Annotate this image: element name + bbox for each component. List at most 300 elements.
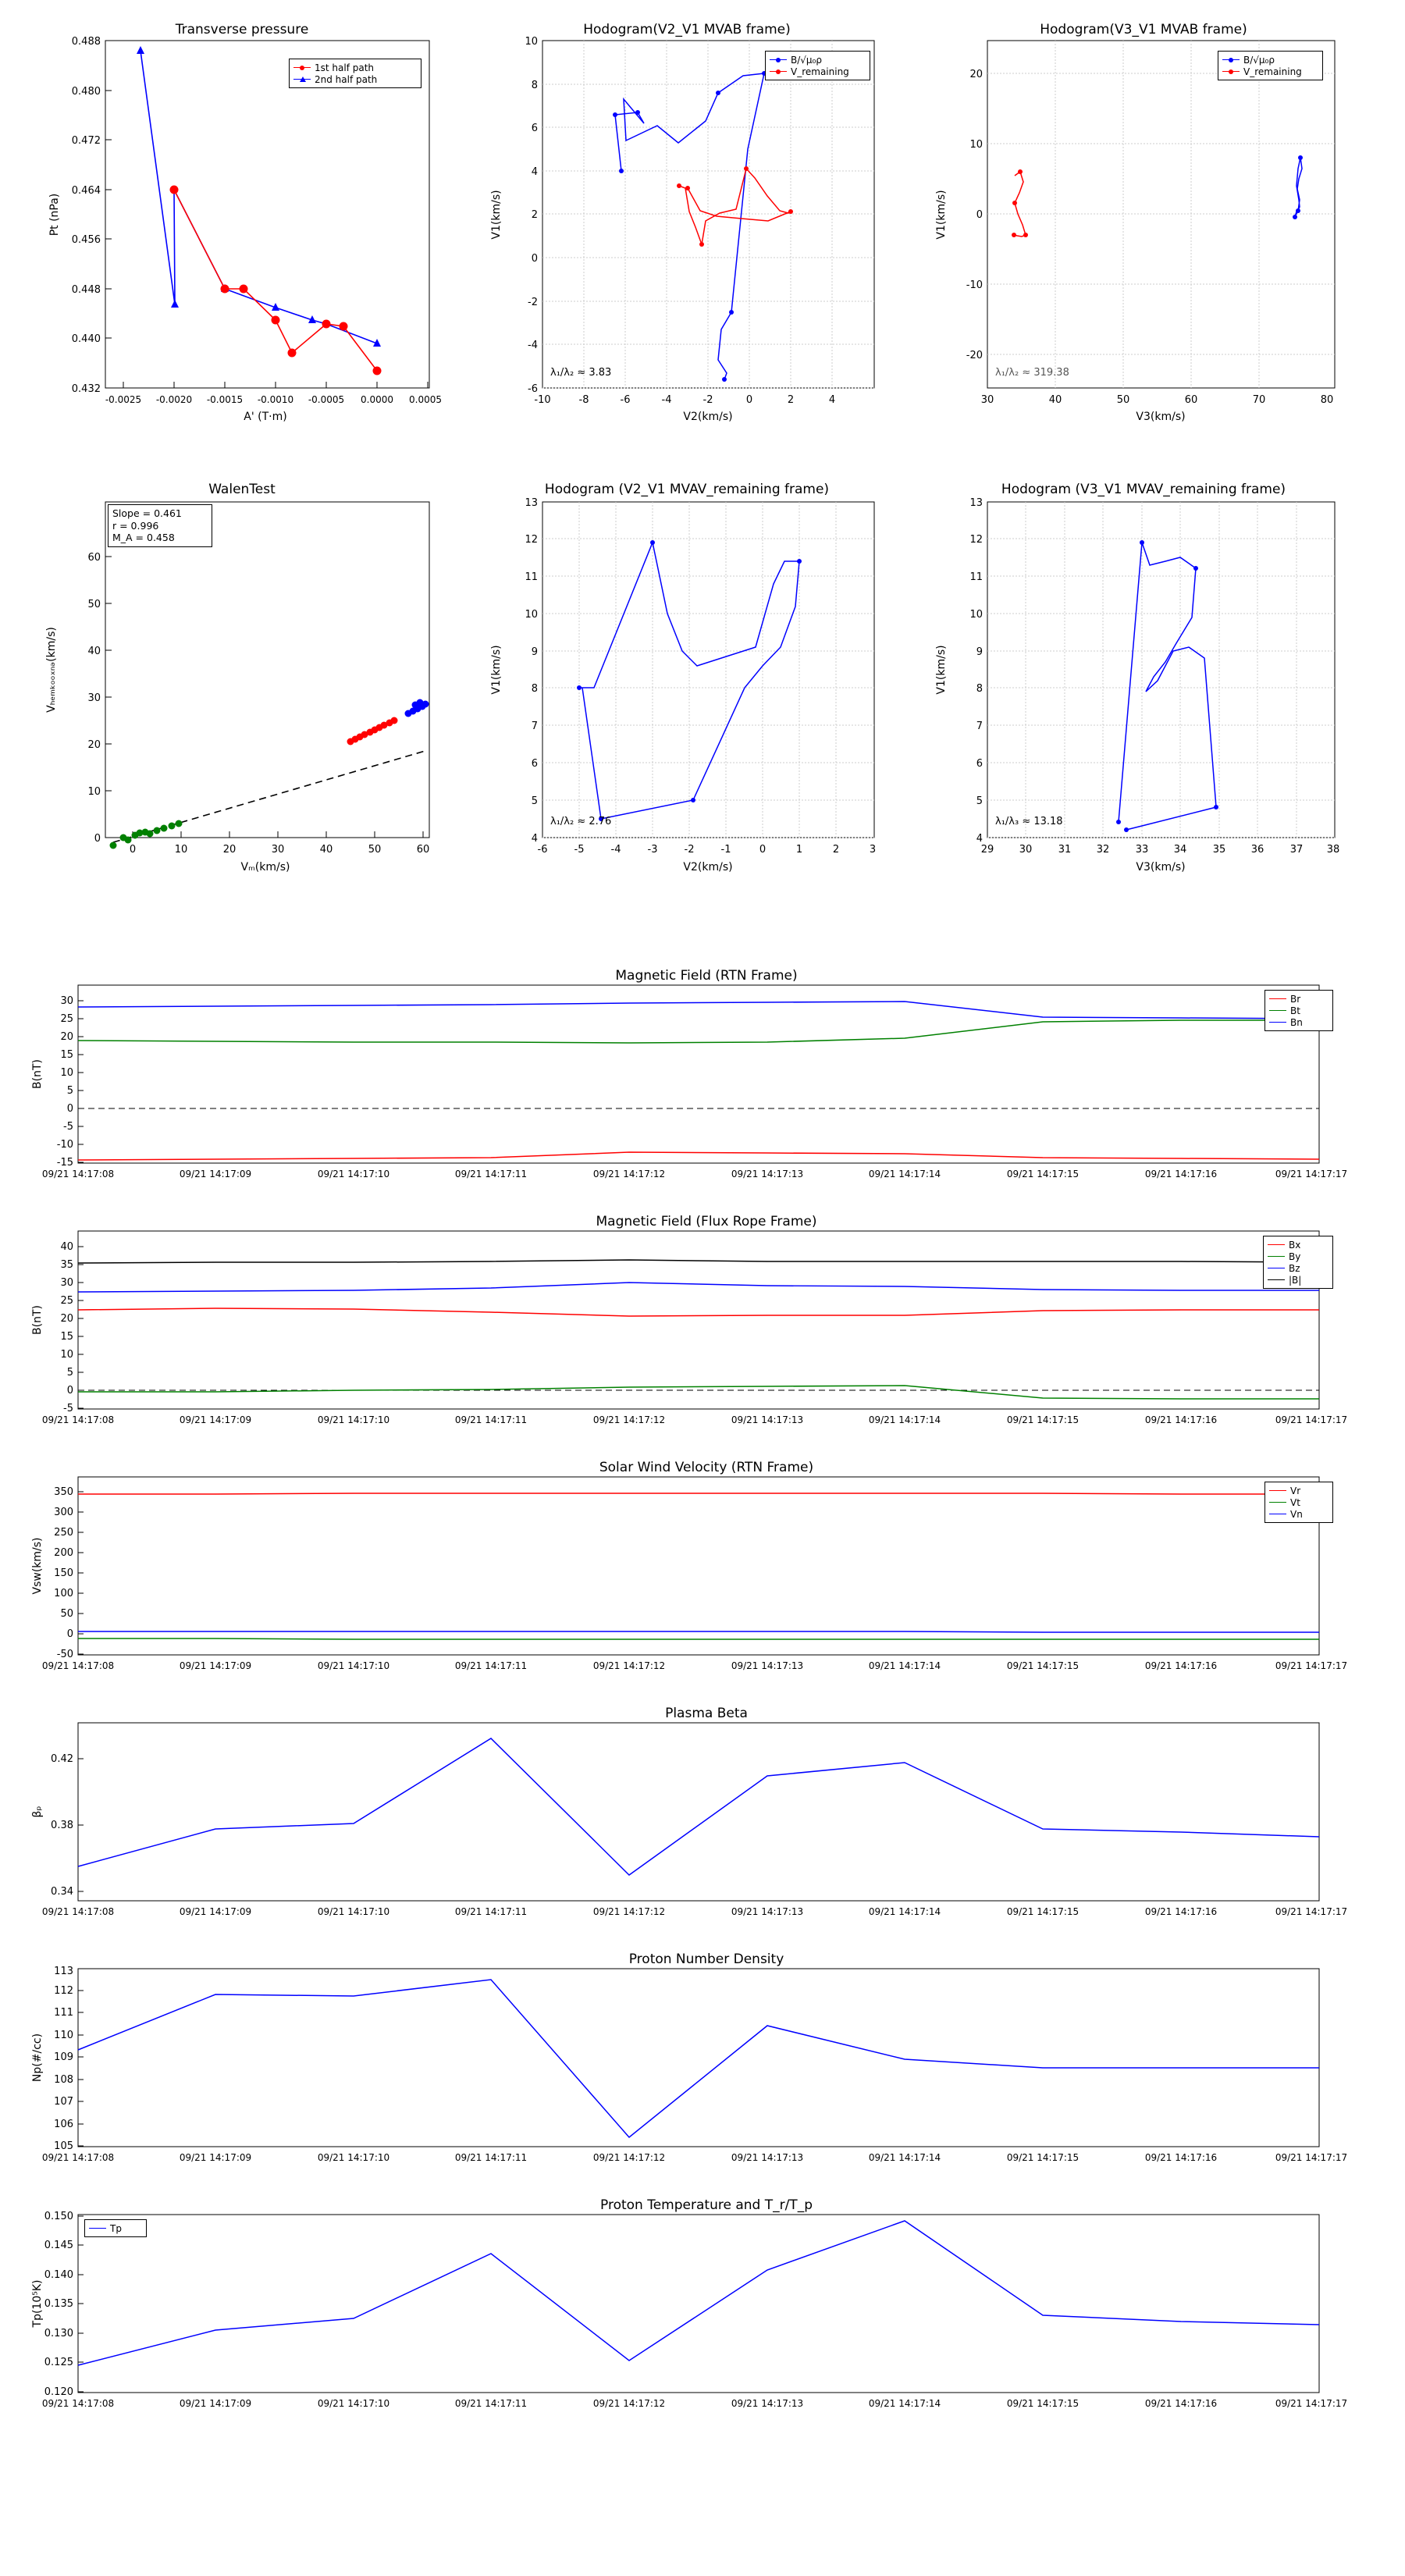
svg-text:9: 9 xyxy=(531,646,538,658)
svg-text:09/21 14:17:15: 09/21 14:17:15 xyxy=(1006,2398,1080,2409)
svg-text:0.150: 0.150 xyxy=(44,2211,73,2222)
svg-text:10: 10 xyxy=(525,609,538,621)
svg-text:0: 0 xyxy=(976,209,983,221)
svg-text:20: 20 xyxy=(60,1313,73,1325)
svg-text:38: 38 xyxy=(1326,844,1340,856)
legend-item xyxy=(1269,993,1329,1005)
panel-hodogram-v3v1-mvav xyxy=(921,480,1366,894)
svg-text:Pt (nPa): Pt (nPa) xyxy=(48,193,61,237)
svg-text:-8: -8 xyxy=(578,394,589,406)
svg-text:0.480: 0.480 xyxy=(71,86,101,98)
svg-text:-0.0015: -0.0015 xyxy=(206,394,244,405)
legend-item xyxy=(293,73,417,85)
svg-text:09/21 14:17:08: 09/21 14:17:08 xyxy=(41,1414,115,1425)
proton-temperature-plot xyxy=(23,2197,1389,2455)
svg-text:-10: -10 xyxy=(966,279,983,291)
svg-text:108: 108 xyxy=(54,2074,73,2086)
svg-text:Tp(10⁵K): Tp(10⁵K) xyxy=(31,2279,44,2328)
svg-text:10: 10 xyxy=(60,1067,73,1079)
legend-label: V_remaining xyxy=(791,66,849,77)
panel-title: Transverse pressure xyxy=(175,22,309,37)
svg-text:4: 4 xyxy=(828,394,836,406)
svg-text:4: 4 xyxy=(531,833,538,845)
svg-text:113: 113 xyxy=(54,1966,73,1977)
svg-text:-4: -4 xyxy=(528,340,538,351)
proton-number-density-plot xyxy=(23,1952,1389,2194)
eigenvalue-ratio-annotation: λ₁/λ₂ ≈ 319.38 xyxy=(995,367,1069,379)
panel-transverse-pressure xyxy=(31,16,453,437)
svg-text:09/21 14:17:12: 09/21 14:17:12 xyxy=(592,1169,666,1179)
svg-text:15: 15 xyxy=(60,1331,73,1343)
svg-text:33: 33 xyxy=(1135,844,1149,856)
svg-text:70: 70 xyxy=(1252,394,1266,406)
svg-text:13: 13 xyxy=(525,497,538,509)
time-tick-labels xyxy=(42,1169,1347,1179)
svg-text:-0.0025: -0.0025 xyxy=(105,394,142,405)
svg-text:10: 10 xyxy=(969,139,983,151)
legend-label: Bx xyxy=(1289,1239,1301,1251)
panel-title: Plasma Beta xyxy=(665,1706,748,1721)
legend-item xyxy=(1269,1005,1329,1016)
svg-text:0.456: 0.456 xyxy=(71,234,101,246)
svg-text:09/21 14:17:14: 09/21 14:17:14 xyxy=(868,1414,941,1425)
svg-text:09/21 14:17:10: 09/21 14:17:10 xyxy=(317,1660,390,1671)
legend-label: Vt xyxy=(1290,1496,1300,1508)
legend-item xyxy=(770,66,866,77)
legend-item xyxy=(293,62,417,73)
svg-text:0: 0 xyxy=(759,844,767,856)
svg-text:2: 2 xyxy=(787,394,795,406)
svg-text:20: 20 xyxy=(969,69,983,80)
legend-label: Bn xyxy=(1290,1016,1303,1028)
eigenvalue-ratio-annotation: λ₁/λ₃ ≈ 13.18 xyxy=(995,816,1063,827)
svg-text:8: 8 xyxy=(531,80,538,91)
svg-text:10: 10 xyxy=(60,1349,73,1361)
svg-text:09/21 14:17:14: 09/21 14:17:14 xyxy=(868,2398,941,2409)
panel-proton-number-density xyxy=(23,1952,1389,2194)
svg-text:10: 10 xyxy=(969,609,983,621)
svg-text:-4: -4 xyxy=(661,394,672,406)
svg-text:0.440: 0.440 xyxy=(71,333,101,345)
svg-text:Np(#/cc): Np(#/cc) xyxy=(31,2033,44,2083)
svg-text:09/21 14:17:12: 09/21 14:17:12 xyxy=(592,2398,666,2409)
svg-text:50: 50 xyxy=(87,599,101,610)
svg-text:09/21 14:17:17: 09/21 14:17:17 xyxy=(1275,1906,1348,1917)
svg-text:0: 0 xyxy=(66,1103,73,1115)
svg-text:35: 35 xyxy=(1212,844,1226,856)
svg-text:12: 12 xyxy=(969,534,983,546)
svg-text:36: 36 xyxy=(1250,844,1264,856)
solar-wind-velocity-plot xyxy=(23,1460,1389,1702)
svg-text:09/21 14:17:16: 09/21 14:17:16 xyxy=(1144,2152,1218,2163)
svg-text:0.0005: 0.0005 xyxy=(409,394,442,405)
svg-text:-50: -50 xyxy=(56,1649,73,1660)
legend-label: B/√μ₀ρ xyxy=(1243,54,1275,66)
svg-text:09/21 14:17:08: 09/21 14:17:08 xyxy=(41,1660,115,1671)
svg-text:0.120: 0.120 xyxy=(44,2386,73,2398)
svg-text:-2: -2 xyxy=(702,394,713,406)
svg-text:09/21 14:17:09: 09/21 14:17:09 xyxy=(179,1906,252,1917)
svg-text:09/21 14:17:16: 09/21 14:17:16 xyxy=(1144,1169,1218,1179)
legend-item xyxy=(1269,1508,1329,1520)
svg-text:09/21 14:17:16: 09/21 14:17:16 xyxy=(1144,1906,1218,1917)
svg-text:-5: -5 xyxy=(63,1121,73,1133)
svg-text:V1(km/s): V1(km/s) xyxy=(935,190,948,240)
panel-title: Solar Wind Velocity (RTN Frame) xyxy=(599,1460,814,1475)
svg-text:09/21 14:17:17: 09/21 14:17:17 xyxy=(1275,1414,1348,1425)
legend xyxy=(1264,990,1333,1031)
svg-text:80: 80 xyxy=(1320,394,1334,406)
svg-text:0: 0 xyxy=(94,833,101,845)
svg-text:112: 112 xyxy=(54,1985,73,1997)
svg-text:Vₘ(km/s): Vₘ(km/s) xyxy=(240,861,290,873)
svg-text:30: 30 xyxy=(60,1277,73,1289)
svg-text:Vₕₑₘₖₒₒₓₙₔ(km/s): Vₕₑₘₖₒₒₓₙₔ(km/s) xyxy=(45,627,58,713)
svg-text:0: 0 xyxy=(66,1628,73,1640)
svg-text:09/21 14:17:17: 09/21 14:17:17 xyxy=(1275,1169,1348,1179)
svg-text:30: 30 xyxy=(980,394,994,406)
svg-text:09/21 14:17:08: 09/21 14:17:08 xyxy=(41,2152,115,2163)
svg-text:100: 100 xyxy=(54,1588,73,1599)
svg-text:32: 32 xyxy=(1096,844,1110,856)
hodogram-v3v1-mvav-plot xyxy=(921,480,1366,894)
svg-text:0.135: 0.135 xyxy=(44,2298,73,2310)
svg-text:09/21 14:17:11: 09/21 14:17:11 xyxy=(454,2152,528,2163)
svg-text:09/21 14:17:13: 09/21 14:17:13 xyxy=(731,2398,804,2409)
panel-walen-test xyxy=(31,480,453,894)
legend-label: Br xyxy=(1290,993,1301,1005)
svg-text:31: 31 xyxy=(1058,844,1072,856)
legend xyxy=(289,59,422,88)
svg-text:0: 0 xyxy=(66,1385,73,1397)
legend-label: Tp xyxy=(110,2222,122,2234)
svg-text:50: 50 xyxy=(1116,394,1130,406)
svg-text:V3(km/s): V3(km/s) xyxy=(1136,411,1186,423)
svg-text:09/21 14:17:16: 09/21 14:17:16 xyxy=(1144,1660,1218,1671)
svg-text:09/21 14:17:13: 09/21 14:17:13 xyxy=(731,1906,804,1917)
svg-text:60: 60 xyxy=(87,552,101,564)
svg-text:09/21 14:17:15: 09/21 14:17:15 xyxy=(1006,1906,1080,1917)
legend-item xyxy=(1269,1485,1329,1496)
svg-text:09/21 14:17:09: 09/21 14:17:09 xyxy=(179,1169,252,1179)
hodogram-v2v1-mvav-plot xyxy=(476,480,898,894)
svg-text:4: 4 xyxy=(976,833,983,845)
svg-text:09/21 14:17:13: 09/21 14:17:13 xyxy=(731,2152,804,2163)
svg-text:300: 300 xyxy=(54,1507,73,1518)
panel-solar-wind-velocity xyxy=(23,1460,1389,1702)
legend-label: Bt xyxy=(1290,1005,1300,1016)
svg-text:30: 30 xyxy=(271,844,285,856)
time-tick-labels xyxy=(42,2152,1347,2163)
svg-text:-6: -6 xyxy=(537,844,548,856)
svg-text:09/21 14:17:16: 09/21 14:17:16 xyxy=(1144,1414,1218,1425)
svg-text:-2: -2 xyxy=(528,297,538,308)
svg-text:0: 0 xyxy=(531,253,538,265)
svg-text:09/21 14:17:14: 09/21 14:17:14 xyxy=(868,2152,941,2163)
svg-text:35: 35 xyxy=(60,1259,73,1271)
svg-text:8: 8 xyxy=(531,683,538,695)
svg-text:10: 10 xyxy=(525,36,538,48)
svg-text:0.472: 0.472 xyxy=(71,135,101,147)
panel-title: Magnetic Field (Flux Rope Frame) xyxy=(596,1214,817,1229)
svg-text:106: 106 xyxy=(54,2119,73,2130)
svg-text:0.34: 0.34 xyxy=(51,1886,73,1898)
legend xyxy=(765,51,870,80)
svg-text:09/21 14:17:15: 09/21 14:17:15 xyxy=(1006,1660,1080,1671)
svg-text:0.125: 0.125 xyxy=(44,2357,73,2368)
svg-text:109: 109 xyxy=(54,2051,73,2063)
svg-text:09/21 14:17:17: 09/21 14:17:17 xyxy=(1275,1660,1348,1671)
svg-text:3: 3 xyxy=(869,844,877,856)
time-tick-labels xyxy=(42,1660,1347,1671)
svg-text:09/21 14:17:09: 09/21 14:17:09 xyxy=(179,1660,252,1671)
svg-text:40: 40 xyxy=(319,844,333,856)
svg-text:40: 40 xyxy=(87,646,101,657)
svg-text:6: 6 xyxy=(976,758,983,770)
legend xyxy=(84,2219,147,2237)
svg-text:-6: -6 xyxy=(528,383,538,395)
panel-title: Hodogram (V2_V1 MVAV_remaining frame) xyxy=(544,482,830,497)
panel-hodogram-v2v1-mvab xyxy=(476,16,898,437)
legend-item xyxy=(770,54,866,66)
panel-title: Magnetic Field (RTN Frame) xyxy=(615,968,798,984)
panel-title: Proton Number Density xyxy=(628,1952,784,1967)
svg-text:09/21 14:17:09: 09/21 14:17:09 xyxy=(179,2152,252,2163)
panel-magnetic-field-flux-rope xyxy=(23,1214,1389,1456)
walen-r: r = 0.996 xyxy=(112,519,159,532)
svg-text:5: 5 xyxy=(976,795,983,807)
svg-text:Vsw(km/s): Vsw(km/s) xyxy=(31,1537,44,1595)
svg-text:09/21 14:17:10: 09/21 14:17:10 xyxy=(317,2152,390,2163)
svg-text:12: 12 xyxy=(525,534,538,546)
svg-text:0.38: 0.38 xyxy=(51,1820,73,1831)
svg-text:105: 105 xyxy=(54,2140,73,2152)
svg-text:0.464: 0.464 xyxy=(71,185,101,197)
panel-plasma-beta xyxy=(23,1706,1389,1948)
svg-text:-5: -5 xyxy=(63,1403,73,1414)
svg-text:4: 4 xyxy=(531,166,538,178)
svg-text:V1(km/s): V1(km/s) xyxy=(490,645,503,695)
legend-label: 1st half path xyxy=(315,62,375,73)
svg-text:30: 30 xyxy=(1019,844,1033,856)
svg-text:0.42: 0.42 xyxy=(51,1753,73,1765)
svg-text:7: 7 xyxy=(531,720,538,732)
svg-text:-1: -1 xyxy=(720,844,731,856)
panel-title: WalenTest xyxy=(208,482,276,497)
svg-text:0.145: 0.145 xyxy=(44,2240,73,2251)
svg-text:150: 150 xyxy=(54,1567,73,1579)
legend-item xyxy=(89,2222,142,2234)
svg-text:09/21 14:17:12: 09/21 14:17:12 xyxy=(592,1906,666,1917)
svg-text:V1(km/s): V1(km/s) xyxy=(490,190,503,240)
svg-text:09/21 14:17:17: 09/21 14:17:17 xyxy=(1275,2398,1348,2409)
svg-text:09/21 14:17:15: 09/21 14:17:15 xyxy=(1006,1169,1080,1179)
svg-text:30: 30 xyxy=(60,995,73,1007)
panel-hodogram-v3v1-mvab xyxy=(921,16,1366,437)
svg-text:09/21 14:17:16: 09/21 14:17:16 xyxy=(1144,2398,1218,2409)
panel-magnetic-field-rtn xyxy=(23,968,1389,1210)
svg-text:A' (T·m): A' (T·m) xyxy=(244,411,287,423)
walen-stats-box xyxy=(108,504,212,547)
svg-text:6: 6 xyxy=(531,123,538,134)
svg-text:09/21 14:17:10: 09/21 14:17:10 xyxy=(317,1414,390,1425)
svg-text:B(nT): B(nT) xyxy=(31,1059,44,1089)
svg-text:11: 11 xyxy=(525,571,538,583)
svg-text:7: 7 xyxy=(976,720,983,732)
legend-item xyxy=(1268,1251,1329,1262)
svg-text:25: 25 xyxy=(60,1013,73,1025)
svg-text:6: 6 xyxy=(531,758,538,770)
legend-item xyxy=(1268,1274,1329,1286)
svg-text:09/21 14:17:14: 09/21 14:17:14 xyxy=(868,1169,941,1179)
svg-text:09/21 14:17:13: 09/21 14:17:13 xyxy=(731,1414,804,1425)
svg-text:25: 25 xyxy=(60,1295,73,1307)
svg-text:9: 9 xyxy=(976,646,983,658)
svg-text:09/21 14:17:08: 09/21 14:17:08 xyxy=(41,1169,115,1179)
time-tick-labels xyxy=(42,1414,1347,1425)
panel-hodogram-v2v1-mvav xyxy=(476,480,898,894)
svg-text:0.0000: 0.0000 xyxy=(361,394,393,405)
svg-text:09/21 14:17:12: 09/21 14:17:12 xyxy=(592,2152,666,2163)
svg-text:5: 5 xyxy=(66,1367,73,1379)
svg-text:1: 1 xyxy=(795,844,803,856)
svg-text:107: 107 xyxy=(54,2096,73,2108)
svg-text:2: 2 xyxy=(832,844,840,856)
legend-item xyxy=(1269,1016,1329,1028)
panel-proton-temperature xyxy=(23,2197,1389,2455)
panel-title: Hodogram(V2_V1 MVAB frame) xyxy=(583,22,791,37)
svg-text:-0.0020: -0.0020 xyxy=(155,394,193,405)
eigenvalue-ratio-annotation: λ₁/λ₂ ≈ 3.83 xyxy=(550,367,612,379)
svg-text:0: 0 xyxy=(129,844,137,856)
svg-text:0.432: 0.432 xyxy=(71,383,101,395)
svg-text:5: 5 xyxy=(531,795,538,807)
svg-text:40: 40 xyxy=(1048,394,1062,406)
svg-text:13: 13 xyxy=(969,497,983,509)
svg-text:09/21 14:17:14: 09/21 14:17:14 xyxy=(868,1906,941,1917)
svg-text:V2(km/s): V2(km/s) xyxy=(683,861,733,873)
svg-text:20: 20 xyxy=(87,739,101,751)
svg-text:30: 30 xyxy=(87,692,101,704)
legend xyxy=(1218,51,1323,80)
panel-title: Hodogram(V3_V1 MVAB frame) xyxy=(1040,22,1247,37)
svg-text:V3(km/s): V3(km/s) xyxy=(1136,861,1186,873)
legend-item xyxy=(1268,1239,1329,1251)
legend xyxy=(1264,1482,1333,1523)
legend-label: Vr xyxy=(1290,1485,1301,1496)
svg-text:5: 5 xyxy=(66,1085,73,1097)
svg-text:250: 250 xyxy=(54,1527,73,1539)
walen-slope: Slope = 0.461 xyxy=(112,507,182,519)
svg-text:09/21 14:17:11: 09/21 14:17:11 xyxy=(454,2398,528,2409)
svg-text:40: 40 xyxy=(60,1241,73,1253)
svg-text:-3: -3 xyxy=(647,844,658,856)
svg-text:09/21 14:17:09: 09/21 14:17:09 xyxy=(179,2398,252,2409)
svg-text:V2(km/s): V2(km/s) xyxy=(683,411,733,423)
svg-text:60: 60 xyxy=(1184,394,1198,406)
svg-text:60: 60 xyxy=(416,844,430,856)
svg-text:09/21 14:17:14: 09/21 14:17:14 xyxy=(868,1660,941,1671)
svg-text:-6: -6 xyxy=(620,394,631,406)
svg-text:-20: -20 xyxy=(966,350,983,361)
svg-text:B(nT): B(nT) xyxy=(31,1305,44,1335)
svg-text:-0.0010: -0.0010 xyxy=(257,394,294,405)
svg-text:09/21 14:17:12: 09/21 14:17:12 xyxy=(592,1660,666,1671)
svg-text:-10: -10 xyxy=(56,1139,73,1151)
legend xyxy=(1263,1236,1333,1289)
legend-item xyxy=(1268,1262,1329,1274)
magnetic-field-flux-rope-plot xyxy=(23,1214,1389,1456)
eigenvalue-ratio-annotation: λ₁/λ₂ ≈ 2.76 xyxy=(550,816,612,827)
legend-label: Vn xyxy=(1290,1508,1303,1520)
svg-text:8: 8 xyxy=(976,683,983,695)
svg-text:09/21 14:17:11: 09/21 14:17:11 xyxy=(454,1169,528,1179)
svg-text:50: 50 xyxy=(60,1608,73,1620)
svg-text:09/21 14:17:11: 09/21 14:17:11 xyxy=(454,1414,528,1425)
svg-text:-10: -10 xyxy=(534,394,551,406)
svg-text:20: 20 xyxy=(60,1031,73,1043)
plasma-beta-plot xyxy=(23,1706,1389,1948)
svg-text:09/21 14:17:08: 09/21 14:17:08 xyxy=(41,1906,115,1917)
svg-text:09/21 14:17:15: 09/21 14:17:15 xyxy=(1006,1414,1080,1425)
svg-text:V1(km/s): V1(km/s) xyxy=(935,645,948,695)
svg-text:110: 110 xyxy=(54,2030,73,2041)
svg-text:09/21 14:17:17: 09/21 14:17:17 xyxy=(1275,2152,1348,2163)
svg-text:37: 37 xyxy=(1289,844,1304,856)
legend-label: Bz xyxy=(1289,1262,1300,1274)
svg-text:09/21 14:17:13: 09/21 14:17:13 xyxy=(731,1660,804,1671)
magnetic-field-rtn-plot xyxy=(23,968,1389,1210)
svg-text:-2: -2 xyxy=(684,844,695,856)
svg-text:09/21 14:17:13: 09/21 14:17:13 xyxy=(731,1169,804,1179)
time-tick-labels xyxy=(42,1906,1347,1917)
panel-title: Hodogram (V3_V1 MVAV_remaining frame) xyxy=(1001,482,1286,497)
panel-title: Proton Temperature and T_r/T_p xyxy=(600,2197,813,2213)
svg-text:09/21 14:17:09: 09/21 14:17:09 xyxy=(179,1414,252,1425)
legend-item xyxy=(1222,54,1318,66)
svg-text:09/21 14:17:11: 09/21 14:17:11 xyxy=(454,1660,528,1671)
time-tick-labels xyxy=(42,2398,1347,2409)
svg-text:09/21 14:17:08: 09/21 14:17:08 xyxy=(41,2398,115,2409)
legend-item xyxy=(1222,66,1318,77)
walen-test-plot xyxy=(31,480,453,894)
svg-text:111: 111 xyxy=(54,2007,73,2019)
svg-text:0: 0 xyxy=(745,394,753,406)
legend-label: |B| xyxy=(1289,1274,1302,1286)
legend-item xyxy=(1269,1496,1329,1508)
legend-label: B/√μ₀ρ xyxy=(791,54,822,66)
svg-text:09/21 14:17:10: 09/21 14:17:10 xyxy=(317,1906,390,1917)
svg-text:50: 50 xyxy=(368,844,382,856)
svg-text:09/21 14:17:15: 09/21 14:17:15 xyxy=(1006,2152,1080,2163)
svg-text:-4: -4 xyxy=(610,844,621,856)
svg-text:2: 2 xyxy=(531,209,538,221)
svg-text:350: 350 xyxy=(54,1486,73,1498)
svg-text:09/21 14:17:10: 09/21 14:17:10 xyxy=(317,1169,390,1179)
svg-text:34: 34 xyxy=(1173,844,1187,856)
legend-label: 2nd half path xyxy=(315,73,378,85)
svg-text:200: 200 xyxy=(54,1547,73,1559)
svg-text:βₚ: βₚ xyxy=(31,1806,44,1818)
svg-text:-0.0005: -0.0005 xyxy=(308,394,345,405)
svg-text:-15: -15 xyxy=(56,1157,73,1169)
svg-text:-5: -5 xyxy=(574,844,585,856)
svg-text:15: 15 xyxy=(60,1049,73,1061)
svg-text:10: 10 xyxy=(87,786,101,798)
svg-text:29: 29 xyxy=(980,844,994,856)
legend-label: V_remaining xyxy=(1243,66,1302,77)
walen-ma: M_A = 0.458 xyxy=(112,532,175,544)
